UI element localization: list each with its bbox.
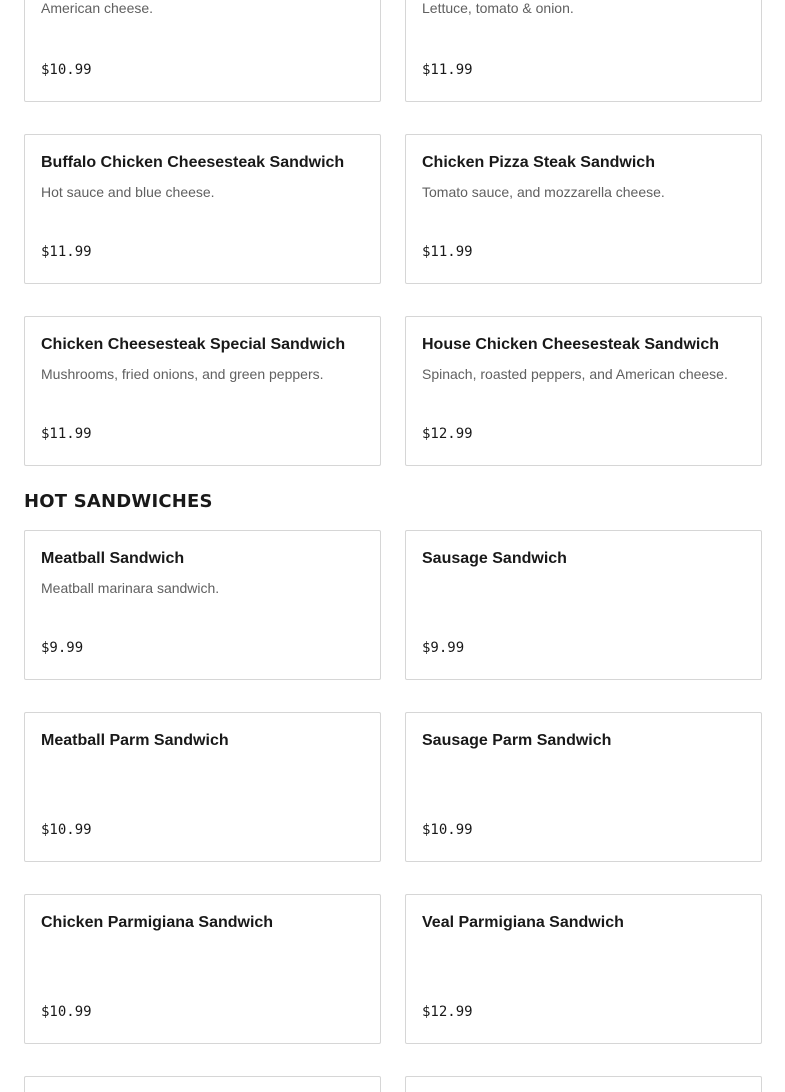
item-price: $12.99	[422, 1004, 473, 1020]
item-price: $10.99	[422, 822, 473, 838]
item-name: Chicken Cheesesteak Special Sandwich	[41, 336, 346, 353]
item-description: Meatball marinara sandwich.	[41, 580, 220, 596]
item-description: Spinach, roasted peppers, and American cheese.	[422, 366, 728, 382]
item-description: Lettuce, tomato & onion.	[422, 0, 574, 16]
menu-item-card[interactable]	[405, 712, 762, 862]
item-price: $11.99	[422, 244, 473, 260]
menu-item-card[interactable]	[405, 894, 762, 1044]
item-price: $11.99	[422, 62, 473, 78]
item-name: Chicken Parmigiana Sandwich	[41, 914, 274, 931]
item-name: Meatball Sandwich	[41, 550, 185, 567]
item-price: $11.99	[41, 244, 92, 260]
menu-item-card[interactable]	[405, 530, 762, 680]
section-title-hot-sandwiches: HOT SANDWICHES	[24, 491, 213, 512]
menu-item-card[interactable]	[405, 134, 762, 284]
item-price: $10.99	[41, 1004, 92, 1020]
item-name: Veal Parmigiana Sandwich	[422, 914, 624, 931]
item-price: $12.99	[422, 426, 473, 442]
menu-item-card[interactable]	[24, 1076, 381, 1092]
item-name: Sausage Parm Sandwich	[422, 732, 612, 749]
menu-item-card[interactable]	[24, 316, 381, 466]
item-name: Buffalo Chicken Cheesesteak Sandwich	[41, 154, 345, 171]
item-price: $10.99	[41, 822, 92, 838]
item-name: Meatball Parm Sandwich	[41, 732, 229, 749]
item-name: Chicken Pizza Steak Sandwich	[422, 154, 655, 171]
item-description: Hot sauce and blue cheese.	[41, 184, 215, 200]
menu-item-card[interactable]	[24, 0, 381, 102]
item-description: Mushrooms, fried onions, and green peppers.	[41, 366, 324, 382]
item-name: Sausage Sandwich	[422, 550, 567, 567]
item-name: House Chicken Cheesesteak Sandwich	[422, 336, 719, 353]
menu-item-card[interactable]	[24, 530, 381, 680]
item-price: $11.99	[41, 426, 92, 442]
menu-item-card[interactable]	[405, 316, 762, 466]
menu-item-card[interactable]	[405, 0, 762, 102]
item-price: $10.99	[41, 62, 92, 78]
item-price: $9.99	[422, 640, 465, 656]
menu-item-card[interactable]	[405, 1076, 762, 1092]
menu-item-card[interactable]	[24, 894, 381, 1044]
item-description: American cheese.	[41, 0, 154, 16]
item-price: $9.99	[41, 640, 84, 656]
menu-item-card[interactable]	[24, 712, 381, 862]
item-description: Tomato sauce, and mozzarella cheese.	[422, 184, 665, 200]
menu-item-card[interactable]	[24, 134, 381, 284]
